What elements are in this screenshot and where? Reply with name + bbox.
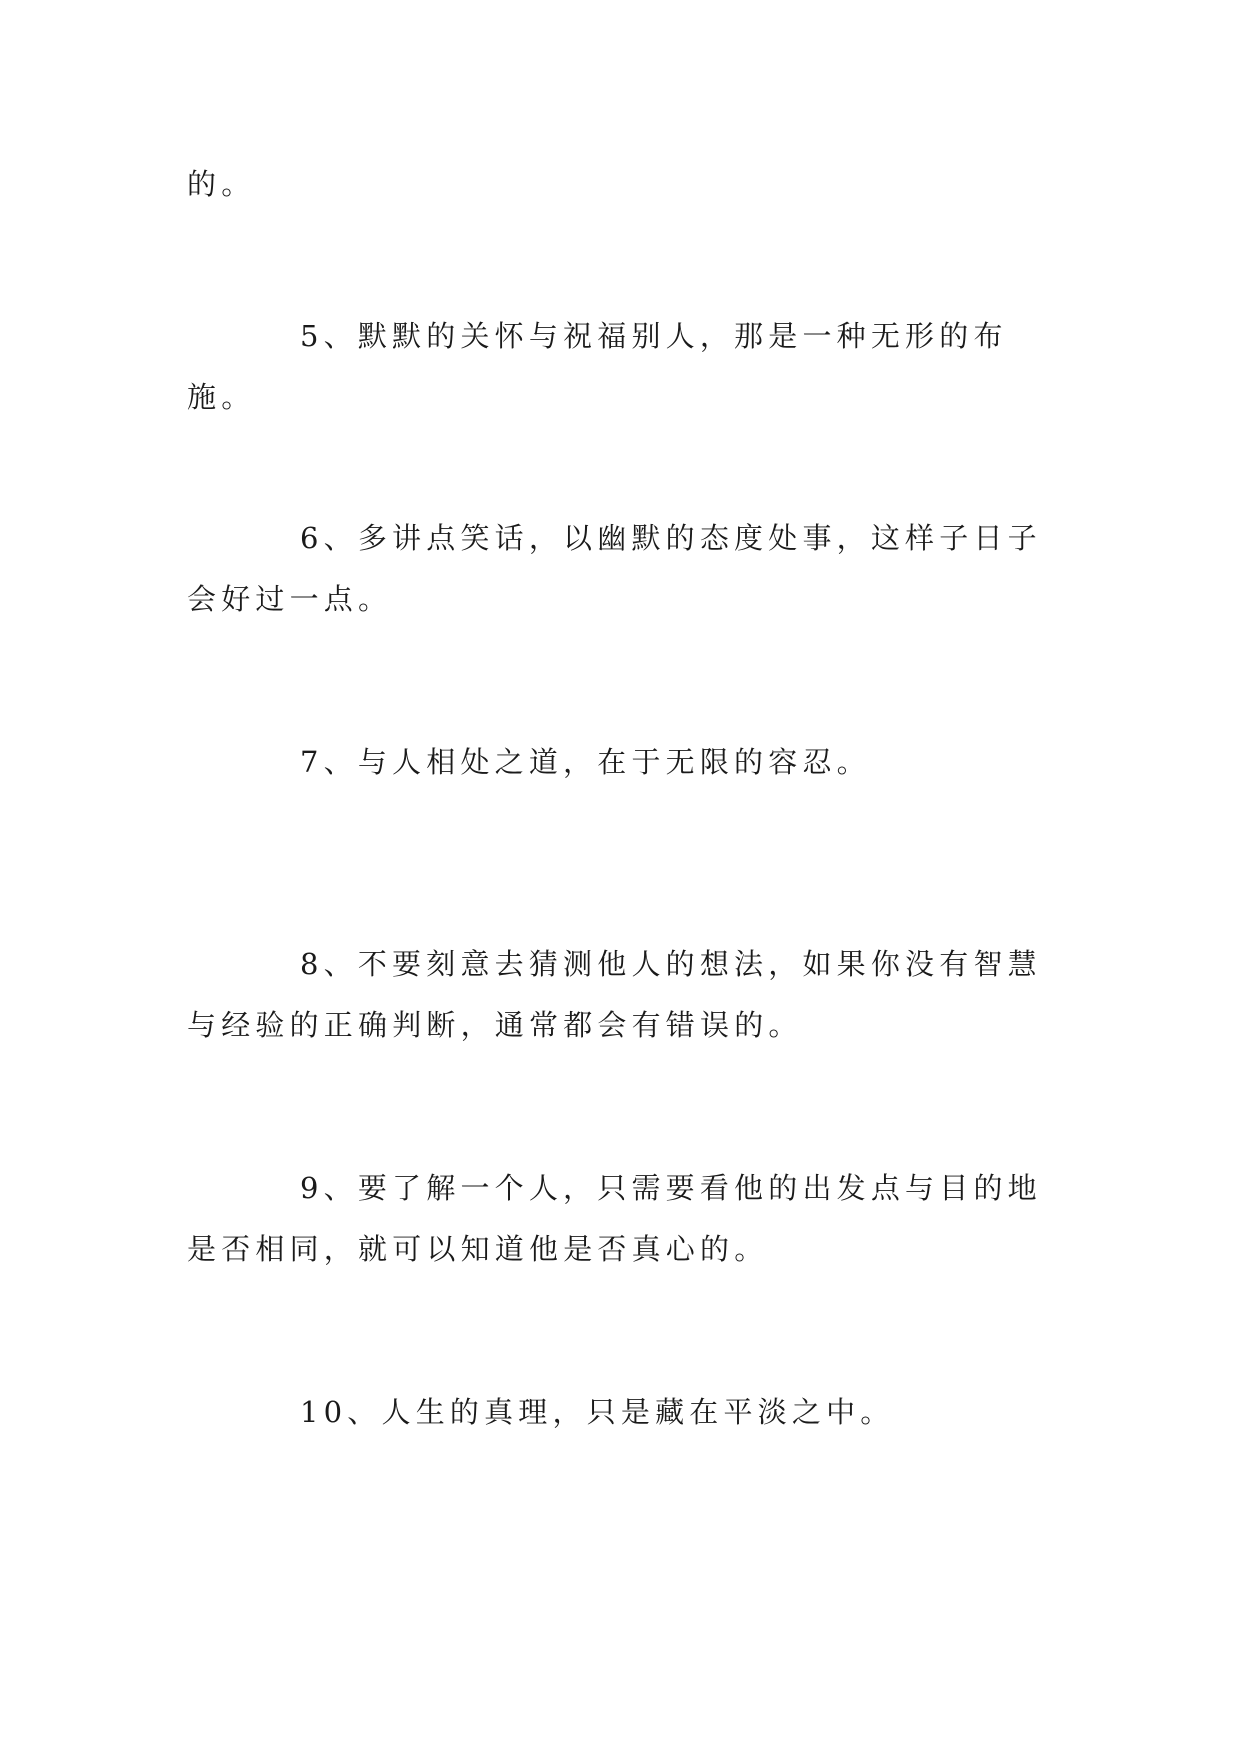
paragraph-item-8: 8、不要刻意去猜测他人的想法，如果你没有智慧与经验的正确判断，通常都会有错误的。 bbox=[187, 947, 1042, 1042]
paragraph-item-9: 9、要了解一个人，只需要看他的出发点与目的地是否相同，就可以知道他是否真心的。 bbox=[187, 1171, 1042, 1266]
paragraph-item-6: 6、多讲点笑话，以幽默的态度处事，这样子日子会好过一点。 bbox=[187, 521, 1042, 616]
paragraph-item-5: 5、默默的关怀与祝福别人，那是一种无形的布施。 bbox=[187, 319, 1008, 414]
paragraph-item-10: 10、人生的真理，只是藏在平淡之中。 bbox=[300, 1395, 895, 1429]
paragraph-continuation: 的。 bbox=[187, 167, 256, 201]
paragraph-item-7: 7、与人相处之道，在于无限的容忍。 bbox=[300, 745, 871, 779]
